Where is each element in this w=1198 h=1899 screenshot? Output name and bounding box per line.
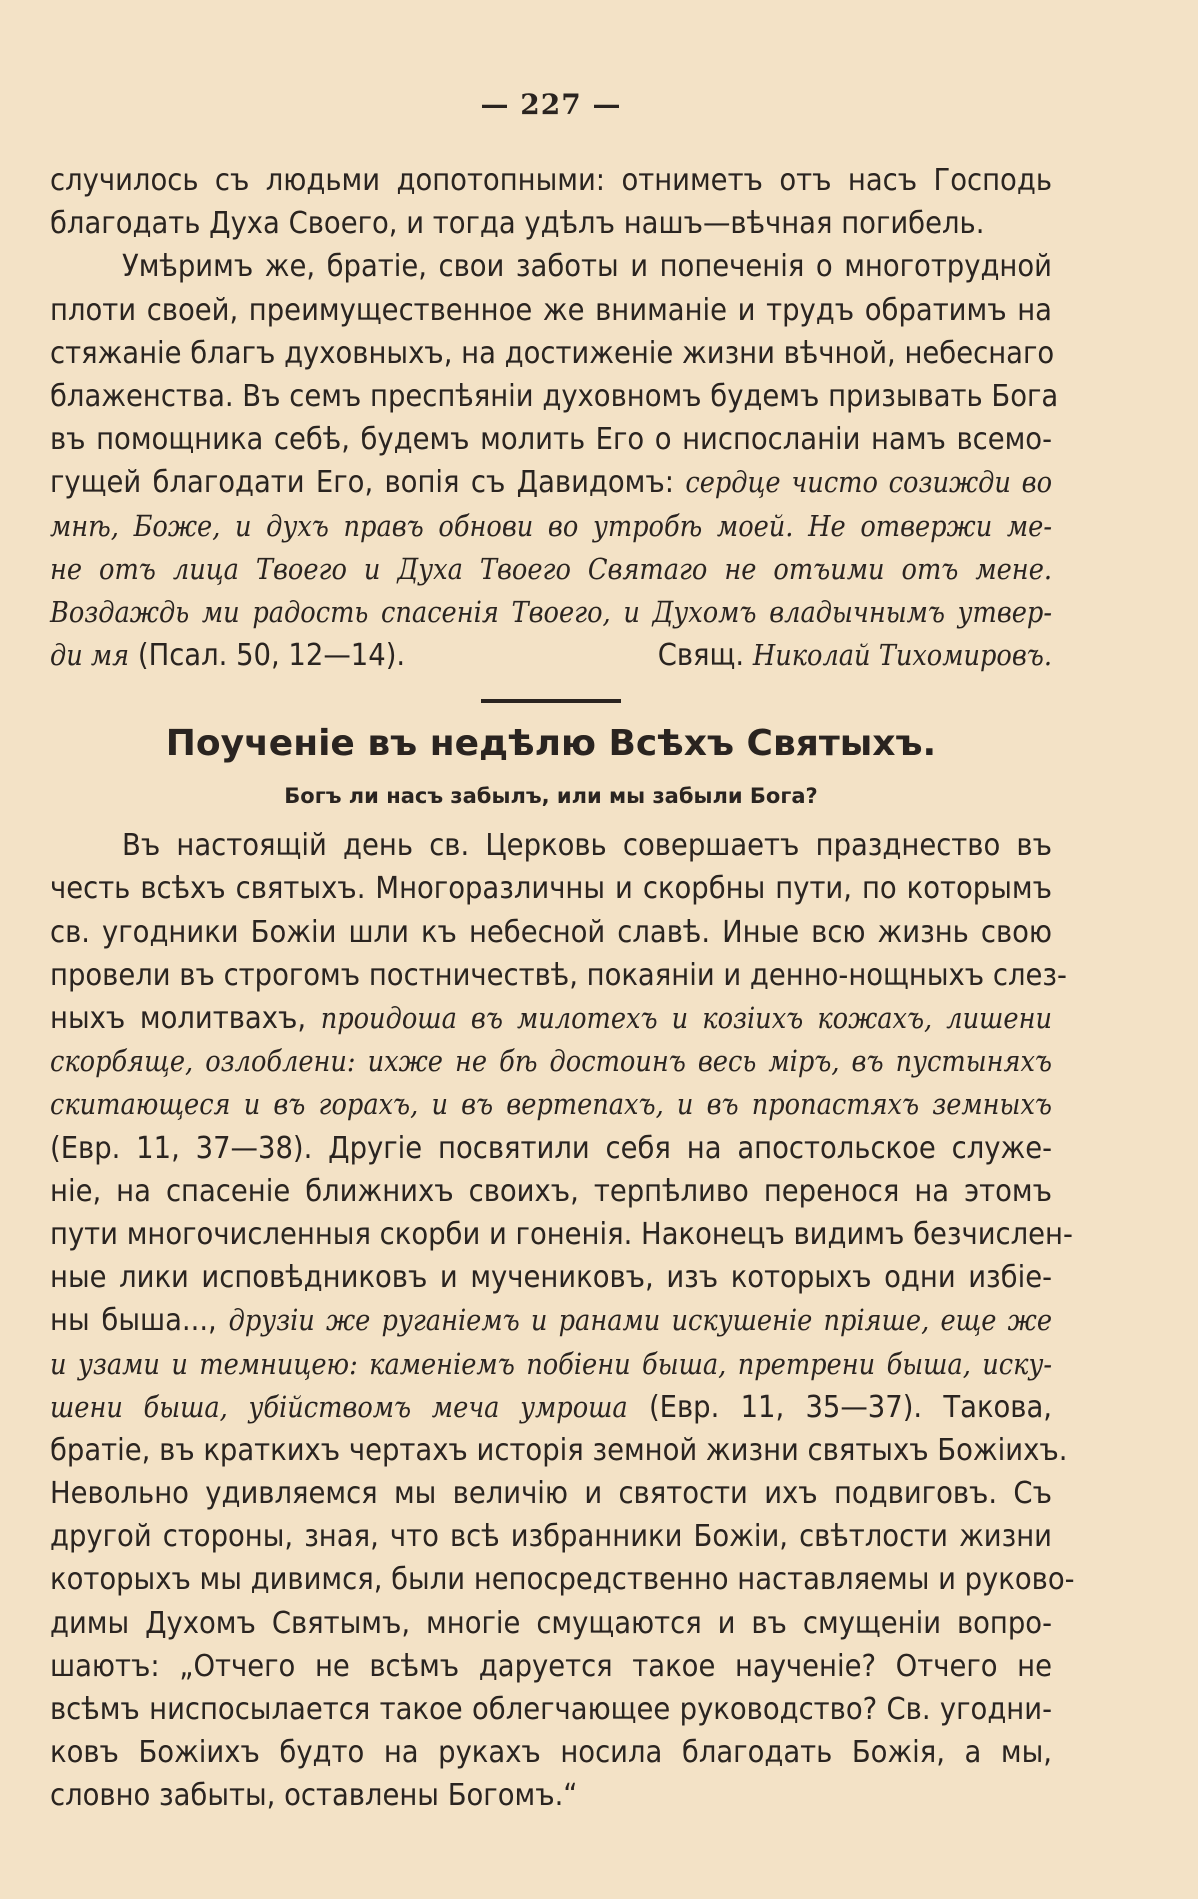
- text-line: плоти своей, преимущественное же вниманіе и трудъ обратимъ на: [50, 292, 1052, 328]
- text-line: [50, 1299, 1052, 1342]
- quote-italic: ди мя: [50, 639, 130, 673]
- text-span: ны быша...,: [50, 1303, 217, 1339]
- quote-line: скорбяще, озлоблени: ихже не бѣ достоинъ весь міръ, въ пустыняхъ: [50, 1045, 1052, 1079]
- text-line: другой стороны, зная, что всѣ избранники Божіи, свѣтлости жизни: [50, 1519, 1052, 1555]
- text-span: ныхъ молитвахъ,: [50, 1001, 307, 1036]
- text-line: [50, 1386, 1052, 1429]
- text-line: блаженства. Въ семъ преспѣяніи духовномъ будемъ призывать Бога: [50, 378, 1059, 414]
- text-line: пути многочисленныя скорби и гоненія. Наконецъ видимъ безчислен-: [50, 1216, 1073, 1252]
- quote-italic: друзіи же руганіемъ и ранами искушеніе пріяше, еще же: [228, 1304, 1052, 1338]
- paragraph-3: [50, 824, 1075, 1817]
- paragraph-1: [50, 159, 1052, 245]
- text-line: (Евр. 11, 37—38). Другіе посвятили себя на апостольское служе-: [50, 1130, 1052, 1166]
- text-line: ные лики исповѣдниковъ и мучениковъ, изъ которыхъ одни избіе-: [50, 1260, 1052, 1296]
- text-line: св. угодники Божіи шли къ небесной славѣ. Иные всю жизнь свою: [50, 914, 1052, 950]
- quote-italic: сердце чисто созижди во: [685, 466, 1053, 500]
- quote-italic: проидоша въ милотехъ и козіихъ кожахъ, лишени: [320, 1002, 1052, 1035]
- sermon-subtitle: Богъ ли насъ забылъ, или мы забыли Бога?: [284, 784, 818, 809]
- text-line: Въ настоящій день св. Церковь совершаетъ празднество въ: [122, 828, 1052, 864]
- text-span: гущей благодати Его, вопія съ Давидомъ:: [50, 465, 675, 501]
- text-line: которыхъ мы дивимся, были непосредственно наставляемы и руково-: [50, 1562, 1075, 1598]
- text-line: Умѣримъ же, братіе, свои заботы и попеченія о многотрудной: [122, 249, 1052, 285]
- text-line: [50, 461, 1052, 504]
- text-line: [50, 997, 1052, 1040]
- signature-prefix: Свящ.: [657, 638, 745, 674]
- text-line: случилось съ людьми допотопными: отниметъ отъ насъ Господь: [50, 163, 1052, 198]
- text-line: честь всѣхъ святыхъ. Многоразличны и скорбны пути, по которымъ: [50, 871, 1052, 907]
- scripture-ref: (Псал. 50, 12—14).: [137, 638, 406, 674]
- signature-line: [50, 634, 1052, 677]
- text-line: провели въ строгомъ постничествѣ, покаяніи и денно-нощныхъ слез-: [50, 957, 1067, 993]
- quote-line: скитающеся и въ горахъ, и въ вертепахъ, и въ пропастяхъ земныхъ: [50, 1088, 1052, 1122]
- text-line: ковъ Божіихъ будто на рукахъ носила благодать Божія, а мы,: [50, 1735, 1052, 1771]
- quote-line: не отъ лица Твоего и Духа Твоего Святаго не отъими отъ мене.: [50, 552, 1052, 586]
- quote-line: и узами и темницею: каменіемъ побіени быша, претрени быша, иску-: [50, 1347, 1052, 1381]
- quote-end: [50, 634, 405, 677]
- paragraph-2: [50, 245, 1059, 677]
- text-line: димы Духомъ Святымъ, многіе смущаются и въ смущеніи вопро-: [50, 1605, 1052, 1641]
- text-line: въ помощника себѣ, будемъ молить Его о ниспосланіи намъ всемо-: [50, 422, 1052, 458]
- signature: [658, 634, 1052, 677]
- text-line: благодать Духа Своего, и тогда удѣлъ нашъ—вѣчная погибель.: [50, 206, 985, 242]
- text-line: всѣмъ ниспосылается такое облегчающее руководство? Св. угодни-: [50, 1692, 1052, 1727]
- section-divider: [481, 699, 621, 703]
- quote-line: мнѣ, Боже, и духъ правъ обнови во утробѣ моей. Не отвержи ме-: [50, 509, 1052, 543]
- quote-line: Воздаждь ми радость спасенія Твоего, и Духомъ владычнымъ утвер-: [50, 595, 1052, 629]
- signature-name: Николай Тихомировъ.: [752, 639, 1052, 673]
- text-line: стяжаніе благъ духовныхъ, на достиженіе жизни вѣчной, небеснаго: [50, 335, 1055, 371]
- quote-italic: шени быша, убійствомъ меча умроша: [50, 1390, 628, 1424]
- text-line: братіе, въ краткихъ чертахъ исторія земной жизни святыхъ Божіихъ.: [50, 1432, 1068, 1468]
- text-line: шаютъ: „Отчего не всѣмъ даруется такое наученіе? Отчего не: [50, 1648, 1052, 1684]
- text-line: ніе, на спасеніе ближнихъ своихъ, терпѣливо перенося на этомъ: [50, 1173, 1052, 1209]
- text-line: Невольно удивляемся мы величію и святости ихъ подвиговъ. Съ: [50, 1476, 1052, 1512]
- text-line: словно забыты, оставлены Богомъ.“: [50, 1778, 578, 1814]
- page-number: — 227 —: [480, 88, 622, 121]
- sermon-title: Поученіе въ недѣлю Всѣхъ Святыхъ.: [165, 723, 937, 765]
- text-span: (Евр. 11, 35—37). Такова,: [648, 1389, 1053, 1425]
